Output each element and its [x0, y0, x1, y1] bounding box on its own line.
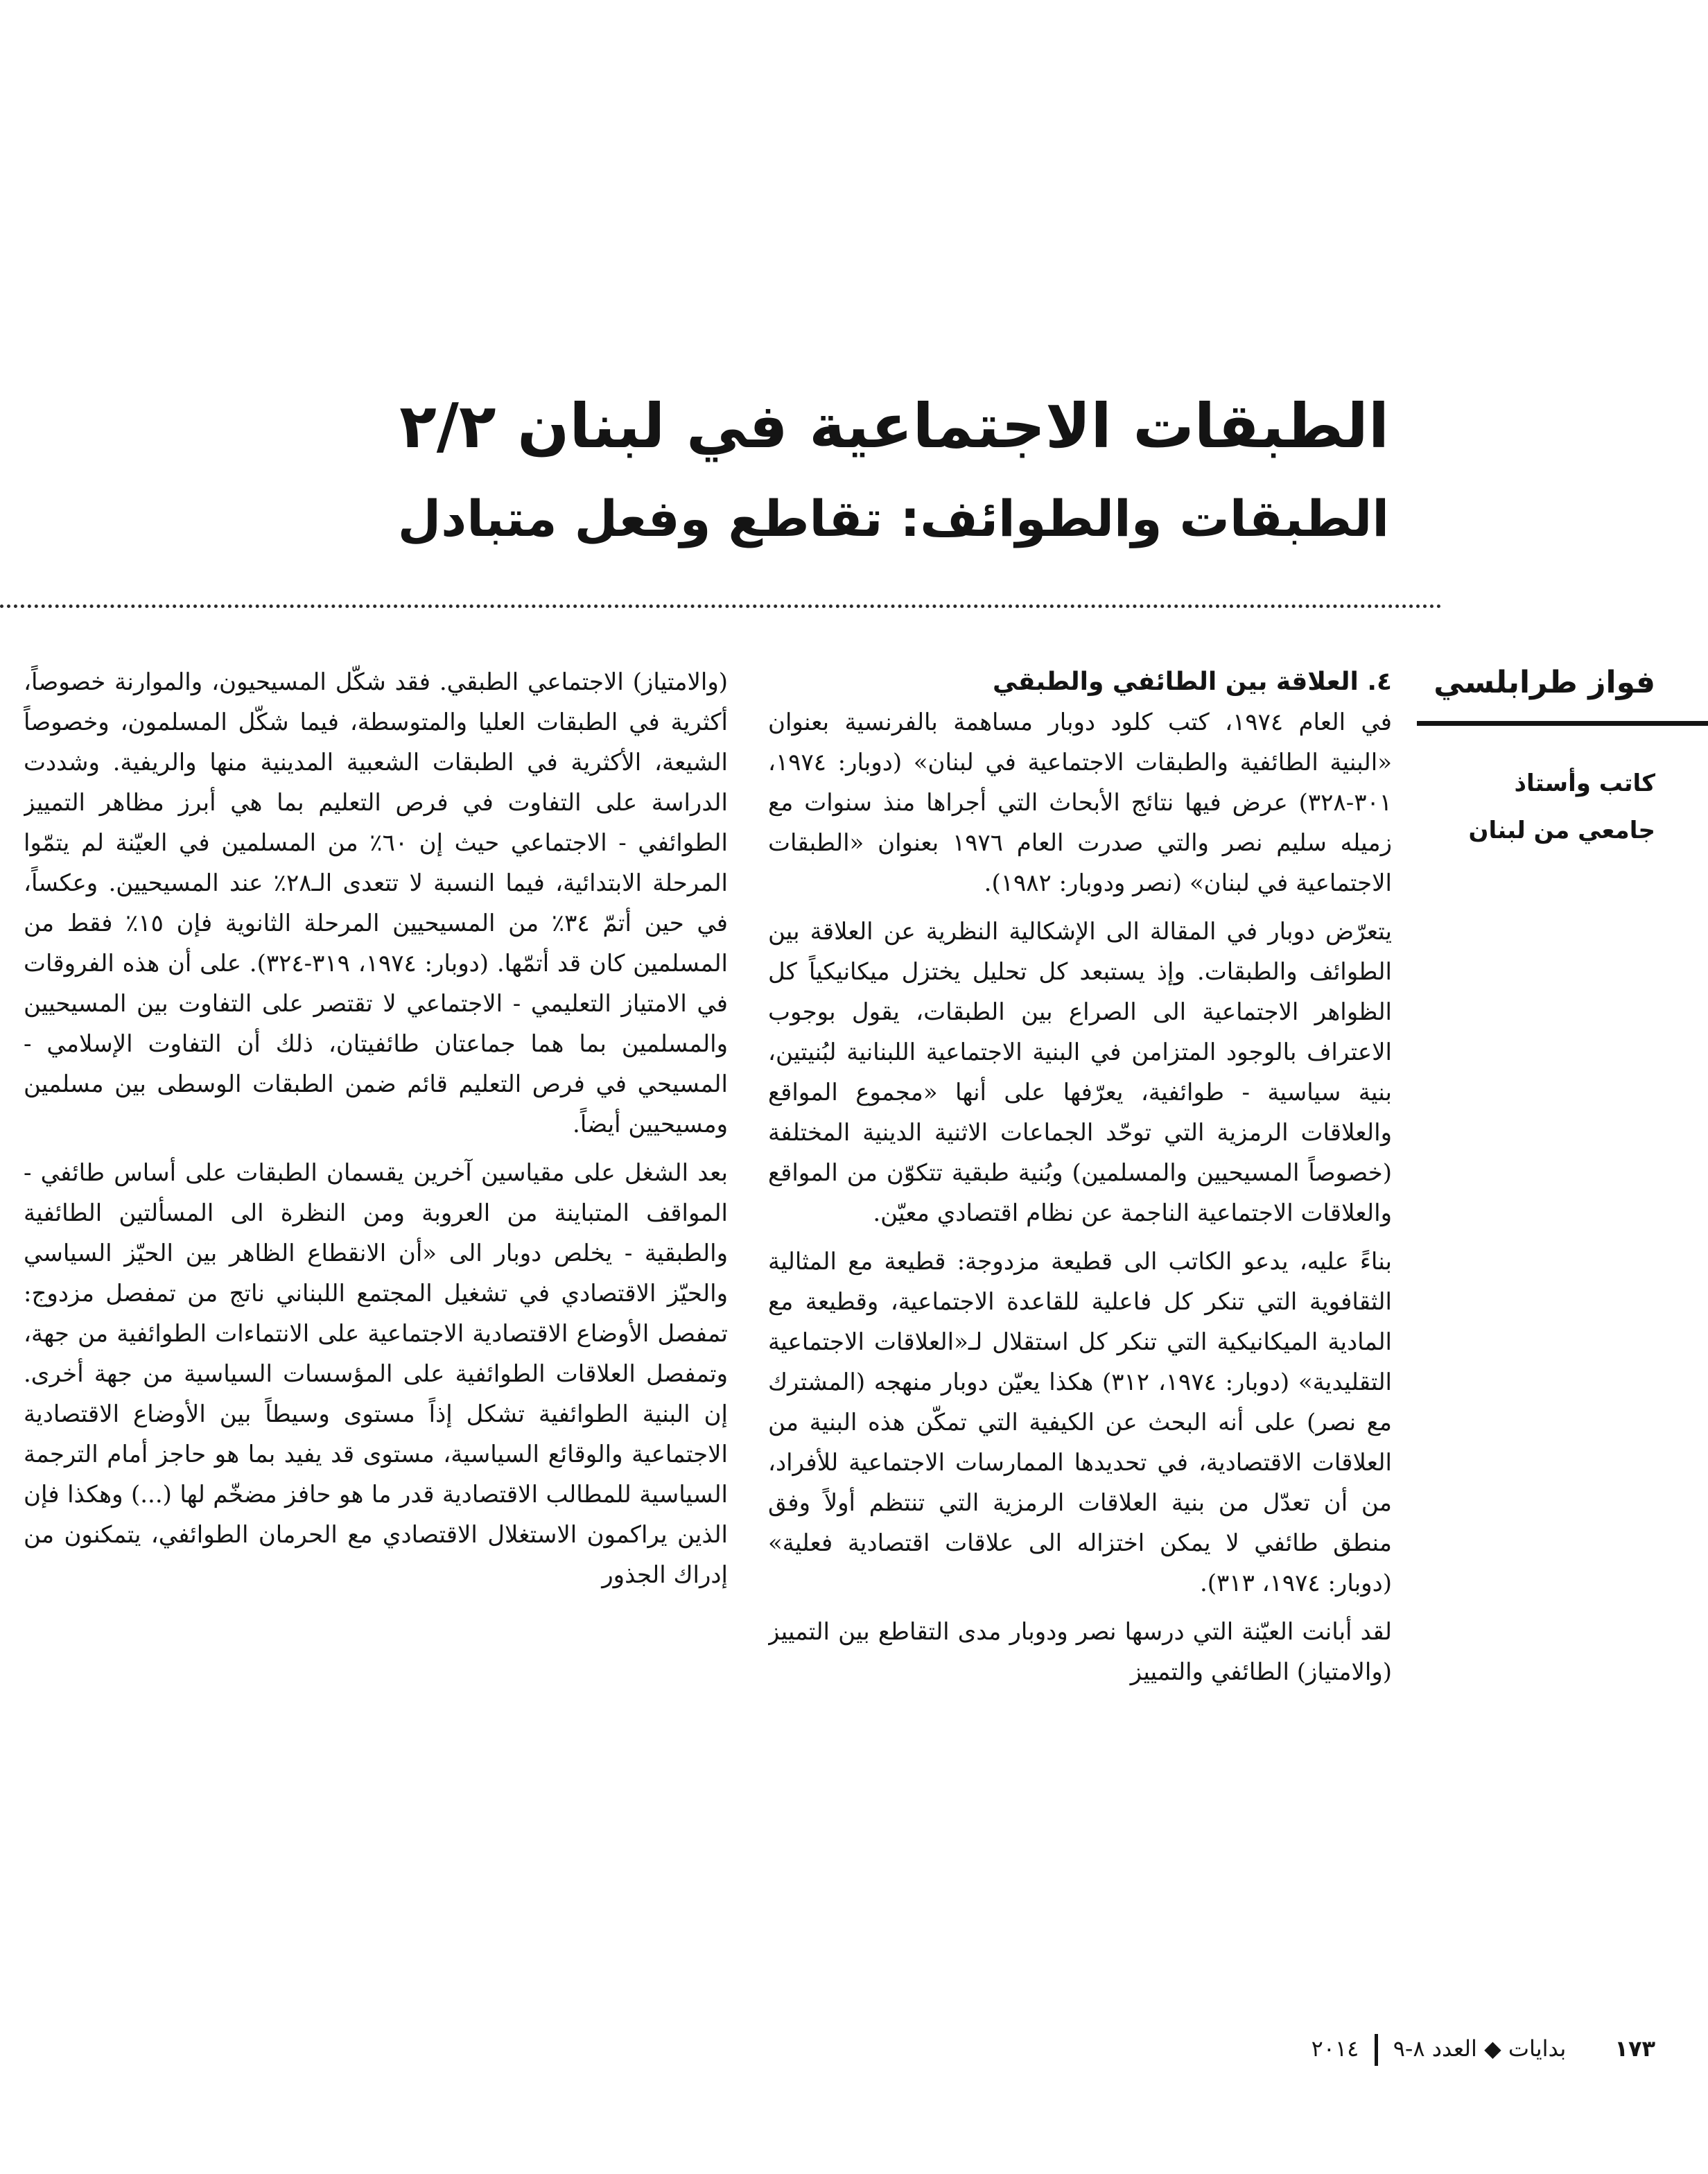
paragraph: لقد أبانت العيّنة التي درسها نصر ودوبار مدى التقاطع بين التمييز (والامتياز) الطائفي والتمييز: [768, 1618, 1392, 1686]
author-bio-line-1: كاتب وأستاذ: [1514, 769, 1655, 797]
paragraph: في العام ١٩٧٤، كتب كلود دوبار مساهمة بالفرنسية بعنوان «البنية الطائفية والطبقات الاجتماعية في لبنان» (دوبار: ١٩٧٤، ٣٠١-٣٢٨) عرض فيها نتائج الأبحاث التي أجراها منذ سنوات مع زميله سليم نصر والتي صدرت العام ١٩٧٦ بعنوان «الطبقات الاجتماعية في لبنان» (نصر ودوبار: ١٩٨٢).: [768, 708, 1392, 897]
paragraph: بناءً عليه، يدعو الكاتب الى قطيعة مزدوجة: قطيعة مع المثالية الثقافوية التي تنكر كل فاعلية للقاعدة الاجتماعية، وقطيعة مع المادية الميكانيكية التي تنكر كل استقلال لـ«العلاقات الاجتماعية التقليدية» (دوبار: ١٩٧٤، ٣١٢) هكذا يعيّن دوبار منهجه (المشترك مع نصر) على أنه البحث عن الكيفية التي تمكّن هذه البنية من العلاقات الاقتصادية، في تحديدها الممارسات الاجتماعية للأفراد، من أن تعدّل من بنية العلاقات الرمزية التي تنتظم أولاً وفق منطق طائفي لا يمكن اختزاله الى علاقات اقتصادية فعلية» (دوبار: ١٩٧٤، ٣١٣).: [768, 1248, 1392, 1597]
article-title: الطبقات الاجتماعية في لبنان ٢/٢: [399, 390, 1389, 462]
paragraph: بعد الشغل على مقياسين آخرين يقسمان الطبقات على أساس طائفي - المواقف المتباينة من العروبة ومن النظرة الى المسألتين الطائفية والطبقية - يخلص دوبار الى «أن الانقطاع الظاهر بين الحيّز السياسي والحيّز الاقتصادي في تشغيل المجتمع اللبناني ناتج من تمفصل مزدوج: تمفصل الأوضاع الاقتصادية الاجتماعية على الانتماءات الطوائفية من جهة، وتمفصل العلاقات الطوائفية على المؤسسات السياسية من جهة أخرى. إن البنية الطوائفية تشكل إذاً مستوى وسيطاً بين الأوضاع الاقتصادية الاجتماعية والوقائع السياسية، مستوى قد يفيد بما هو حاجز أمام الترجمة السياسية للمطالب الاقتصادية قدر ما هو حافز مضخّم لها (...) وهكذا فإن الذين يراكمون الاستغلال الاقتصادي مع الحرمان الطوائفي، يتمكنون من إدراك الجذور: [24, 1159, 728, 1589]
author-bio: [1406, 760, 1655, 854]
page-footer: [685, 2031, 1655, 2066]
section-heading: ٤. العلاقة بين الطائفي والطبقي: [993, 668, 1392, 696]
paragraph: (والامتياز) الاجتماعي الطبقي. فقد شكّل المسيحيون، والموارنة خصوصاً، أكثرية في الطبقات العليا والمتوسطة، فيما شكّل المسلمون، وخصوصاً الشيعة، الأكثرية في الطبقات الشعبية المدينية منها والريفية. وشددت الدراسة على التفاوت في فرص التعليم بما هي أبرز مظاهر التمييز الطوائفي - الاجتماعي حيث إن ٦٠٪ من المسلمين في العيّنة لم يتمّوا المرحلة الابتدائية، فيما النسبة لا تتعدى الـ٢٨٪ عند المسيحيين. وعكساً، في حين أتمّ ٣٤٪ من المسيحيين المرحلة الثانوية فإن ١٥٪ فقط من المسلمين كان قد أتمّها. (دوبار: ١٩٧٤، ٣١٩-٣٢٤). على أن هذه الفروقات في الامتياز التعليمي - الاجتماعي لا تقتصر على التفاوت بين المسيحيين والمسلمين بما هما جماعتان طائفيتان، ذلك أن التفاوت الإسلامي - المسيحي في فرص التعليم قائم ضمن الطبقات الوسطى بين مسلمين ومسيحيين أيضاً.: [24, 668, 728, 1138]
header-divider: [0, 605, 1442, 608]
paragraph: يتعرّض دوبار في المقالة الى الإشكالية النظرية عن العلاقة بين الطوائف والطبقات. وإذ يستبعد كل تحليل يختزل ميكانيكياً كل الظواهر الاجتماعية الى الصراع بين الطبقات، يقول بوجوب الاعتراف بالوجود المتزامن في البنية الاجتماعية اللبنانية لبُنيتين، بنية سياسية - طوائفية، يعرّفها على أنها «مجموع المواقع والعلاقات الرمزية التي توحّد الجماعات الاثنية الدينية المختلفة (خصوصاً المسيحيين والمسلمين) وبُنية طبقية تتكوّن من المواقع والعلاقات الاجتماعية الناجمة عن نظام اقتصادي معيّن.: [768, 918, 1392, 1227]
author-name: فواز طرابلسي: [1434, 665, 1655, 700]
author-bio-line-2: جامعي من لبنان: [1468, 817, 1655, 844]
page-number: ١٧٣: [1614, 2035, 1655, 2062]
author-divider: [1417, 721, 1708, 726]
text-column-right: [768, 662, 1392, 2000]
article-subtitle: الطبقات والطوائف: تقاطع وفعل متبادل: [397, 489, 1389, 548]
journal-issue: بدايات ◆ العدد ٨-٩: [1393, 2035, 1567, 2062]
footer-separator: [1375, 2034, 1378, 2066]
text-column-left: [24, 662, 728, 2000]
journal-year: ٢٠١٤: [1311, 2035, 1359, 2062]
